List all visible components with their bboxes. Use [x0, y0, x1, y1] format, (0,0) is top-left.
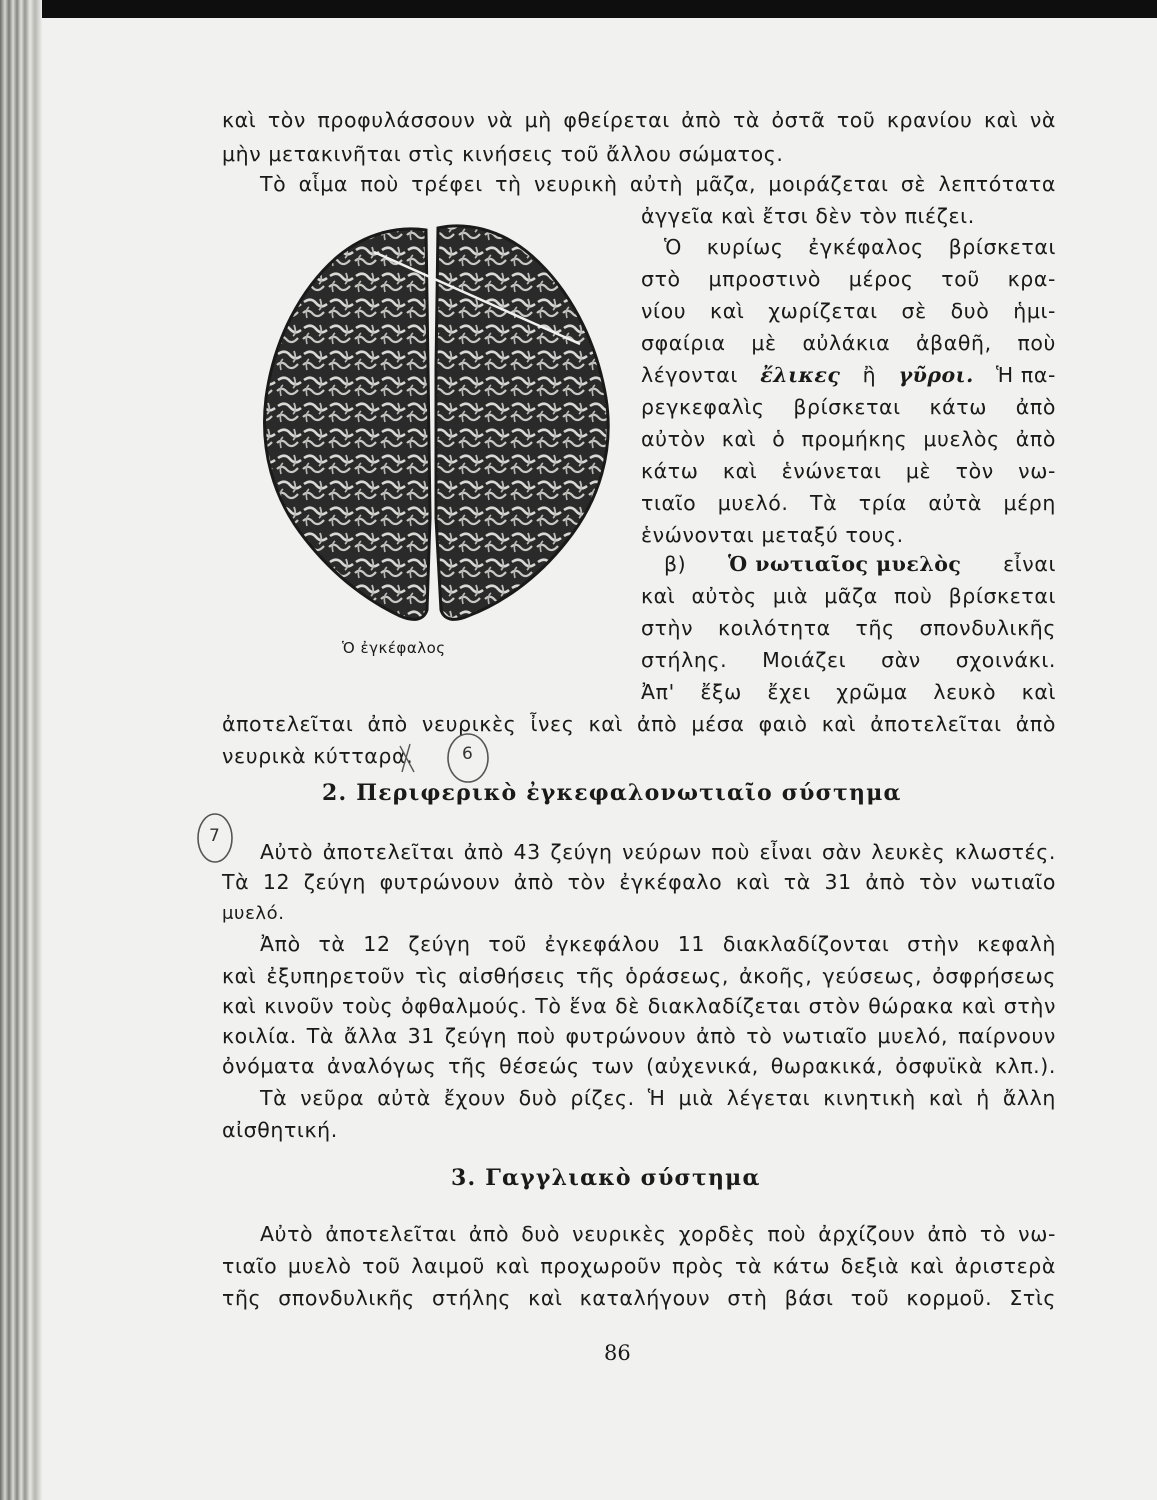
column-text: ἢ [862, 363, 877, 387]
section-2-heading: 2. Περιφερικὸ ἐγκεφαλονωτιαῖο σύστημα [322, 780, 902, 806]
term-elikes: ἔλικες [760, 363, 841, 387]
body-line: Αὐτὸ ἀποτελεῖται ἀπὸ 43 ζεύγη νεύρων ποὺ εἶναι σὰν λευκὲς κλωστές. [260, 840, 1056, 864]
column-line: καὶ αὐτὸς μιὰ μᾶζα ποὺ βρίσκεται [641, 584, 1056, 608]
annotation-circle-6 [396, 728, 496, 788]
column-line: τιαῖο μυελό. Τὰ τρία αὐτὰ μέρη [641, 491, 1056, 515]
body-line: Ἀπὸ τὰ 12 ζεύγη τοῦ ἐγκεφάλου 11 διακλαδίζονται στὴν κεφαλὴ [260, 932, 1056, 956]
body-line: καὶ τὸν προφυλάσσουν νὰ μὴ φθείρεται ἀπὸ τὰ ὀστᾶ τοῦ κρανίου καὶ νὰ [222, 108, 1056, 132]
column-line: στὸ μπροστινὸ μέρος τοῦ κρα- [641, 267, 1056, 291]
figure-caption: Ὁ ἐγκέφαλος [342, 639, 446, 657]
right-hemisphere [436, 226, 608, 619]
body-line: καὶ ἐξυπηρετοῦν τὶς αἰσθήσεις τῆς ὁράσεως, ἀκοῆς, γεύσεως, ὀσφρήσεως [222, 964, 1056, 988]
body-line: κοιλία. Τὰ ἄλλα 31 ζεύγη ποὺ φυτρώνουν ἀπὸ τὸ νωτιαῖο μυελό, παίρνουν [222, 1024, 1056, 1048]
section-3-heading: 3. Γαγγλιακὸ σύστημα [451, 1165, 761, 1191]
body-line: ὀνόματα ἀναλόγως τῆς θέσεώς των (αὐχενικά, θωρακικά, ὀσφυϊκὰ κλπ.). [222, 1054, 1056, 1078]
scan-top-border [0, 0, 1157, 18]
body-line: τιαῖο μυελὸ τοῦ λαιμοῦ καὶ προχωροῦν πρὸς τὰ κάτω δεξιὰ καὶ ἀριστερὰ [222, 1254, 1056, 1278]
book-page-edges [0, 0, 42, 1500]
term-notiaios-myelos: Ὁ νωτιαῖος μυελὸς [727, 552, 962, 576]
column-text: λέγονται [641, 363, 738, 387]
column-line: κάτω καὶ ἑνώνεται μὲ τὸν νω- [641, 459, 1056, 483]
brain-illustration [250, 218, 620, 628]
left-hemisphere [265, 229, 430, 620]
body-line: νευρικὰ κύτταρα. [222, 744, 414, 768]
column-line: ἑνώνονται μεταξύ τους. [641, 523, 904, 547]
column-text: εἶναι [1003, 552, 1056, 576]
column-line: στὴν κοιλότητα τῆς σπονδυλικῆς [641, 616, 1056, 640]
column-line-with-term [664, 548, 1056, 580]
body-line: Τὸ αἷμα ποὺ τρέφει τὴ νευρικὴ αὐτὴ μᾶζα, μοιράζεται σὲ λεπτότατα [260, 172, 1056, 196]
body-line: τῆς σπονδυλικῆς στήλης καὶ καταλήγουν στὴ βάσι τοῦ κορμοῦ. Στὶς [222, 1286, 1056, 1310]
body-line: καὶ κινοῦν τοὺς ὀφθαλμούς. Τὸ ἕνα δὲ διακλαδίζεται στὸν θώρακα καὶ στὴν [222, 994, 1056, 1018]
annotation-7: 7 [209, 826, 220, 846]
body-line: ἀποτελεῖται ἀπὸ νευρικὲς ἶνες καὶ ἀπὸ μέσα φαιὸ καὶ ἀποτελεῖται ἀπὸ [222, 712, 1056, 736]
body-line: μὴν μετακινῆται στὶς κινήσεις τοῦ ἄλλου σώματος. [222, 142, 784, 166]
annotation-6: 6 [462, 744, 473, 764]
column-line: αὐτὸν καὶ ὁ προμήκης μυελὸς ἀπὸ [641, 427, 1056, 451]
column-text: β) [664, 552, 687, 576]
column-line: νίου καὶ χωρίζεται σὲ δυὸ ἡμι- [641, 299, 1056, 323]
column-line-with-terms [641, 359, 1056, 391]
column-line: Ὁ κυρίως ἐγκέφαλος βρίσκεται [664, 235, 1056, 259]
column-line: ἀγγεῖα καὶ ἔτσι δὲν τὸν πιέζει. [641, 204, 975, 228]
body-line: μυελό. [222, 903, 285, 924]
body-line: Τὰ νεῦρα αὐτὰ ἔχουν δυὸ ρίζες. Ἡ μιὰ λέγεται κινητικὴ καὶ ἡ ἄλλη [260, 1086, 1056, 1110]
column-line: Ἀπ' ἔξω ἔχει χρῶμα λευκὸ καὶ [641, 680, 1056, 704]
column-line: σφαίρια μὲ αὐλάκια ἀβαθῆ, ποὺ [641, 331, 1056, 355]
body-line: Τὰ 12 ζεύγη φυτρώνουν ἀπὸ τὸν ἐγκέφαλο καὶ τὰ 31 ἀπὸ τὸν νωτιαῖο [222, 870, 1056, 894]
column-line: ρεγκεφαλὶς βρίσκεται κάτω ἀπὸ [641, 395, 1056, 419]
term-gyroi: γῦροι. [898, 363, 974, 387]
page-number: 86 [604, 1341, 631, 1365]
body-line: Αὐτὸ ἀποτελεῖται ἀπὸ δυὸ νευρικὲς χορδὲς ποὺ ἀρχίζουν ἀπὸ τὸ νω- [260, 1222, 1056, 1246]
column-text: Ἡ πα- [996, 363, 1056, 387]
column-line: στήλης. Μοιάζει σὰν σχοινάκι. [641, 648, 1056, 672]
body-line: αἰσθητική. [222, 1118, 338, 1142]
